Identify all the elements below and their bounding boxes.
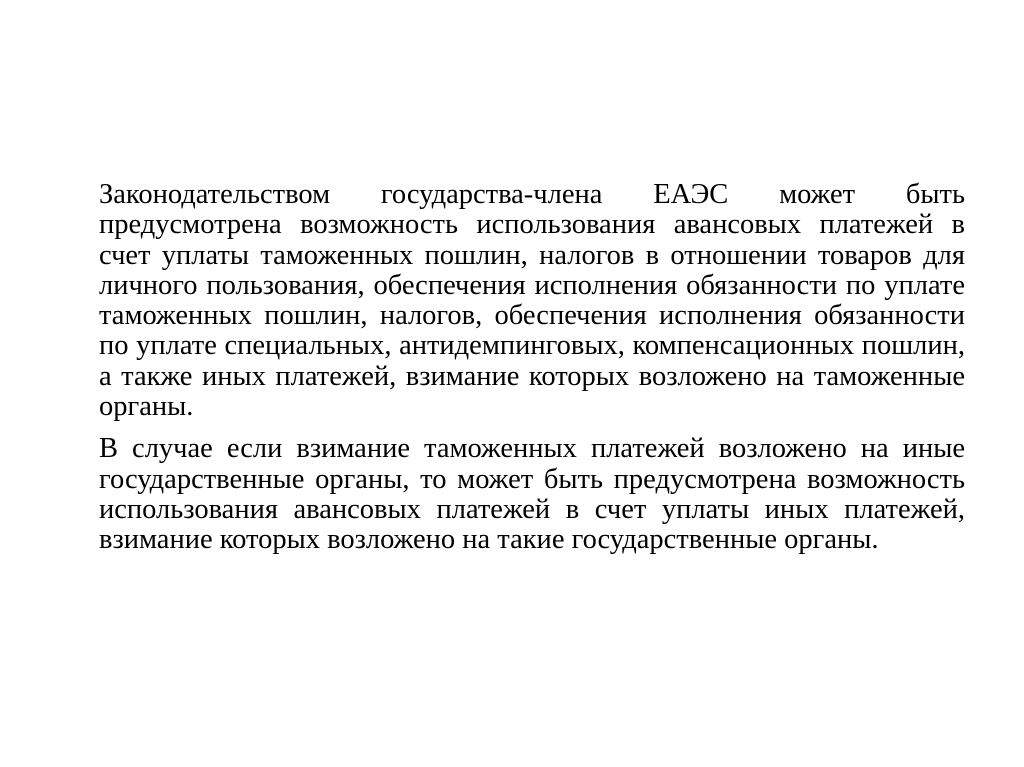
paragraph-1: Законодательством государства-члена ЕАЭС может быть предусмотрена возможность использования авансовых платежей в счет уплаты таможенных пошлин, налогов в отношении товаров для личного пользования, обеспечения исполнения обязанности по уплате таможенных пошлин, налогов, обеспечения исполнения обязанности по уплате специальных, антидемпинговых, компенсационных пошлин, а также иных платежей, взимание которых возложено на таможенные органы. xyxy=(99,179,965,423)
slide-body xyxy=(99,180,965,556)
paragraph-2: В случае если взимание таможенных платежей возложено на иные государственные органы, то может быть предусмотрена возможность использования авансовых платежей в счет уплаты иных платежей, взимание которых возложено на такие государственные органы. xyxy=(99,433,965,556)
